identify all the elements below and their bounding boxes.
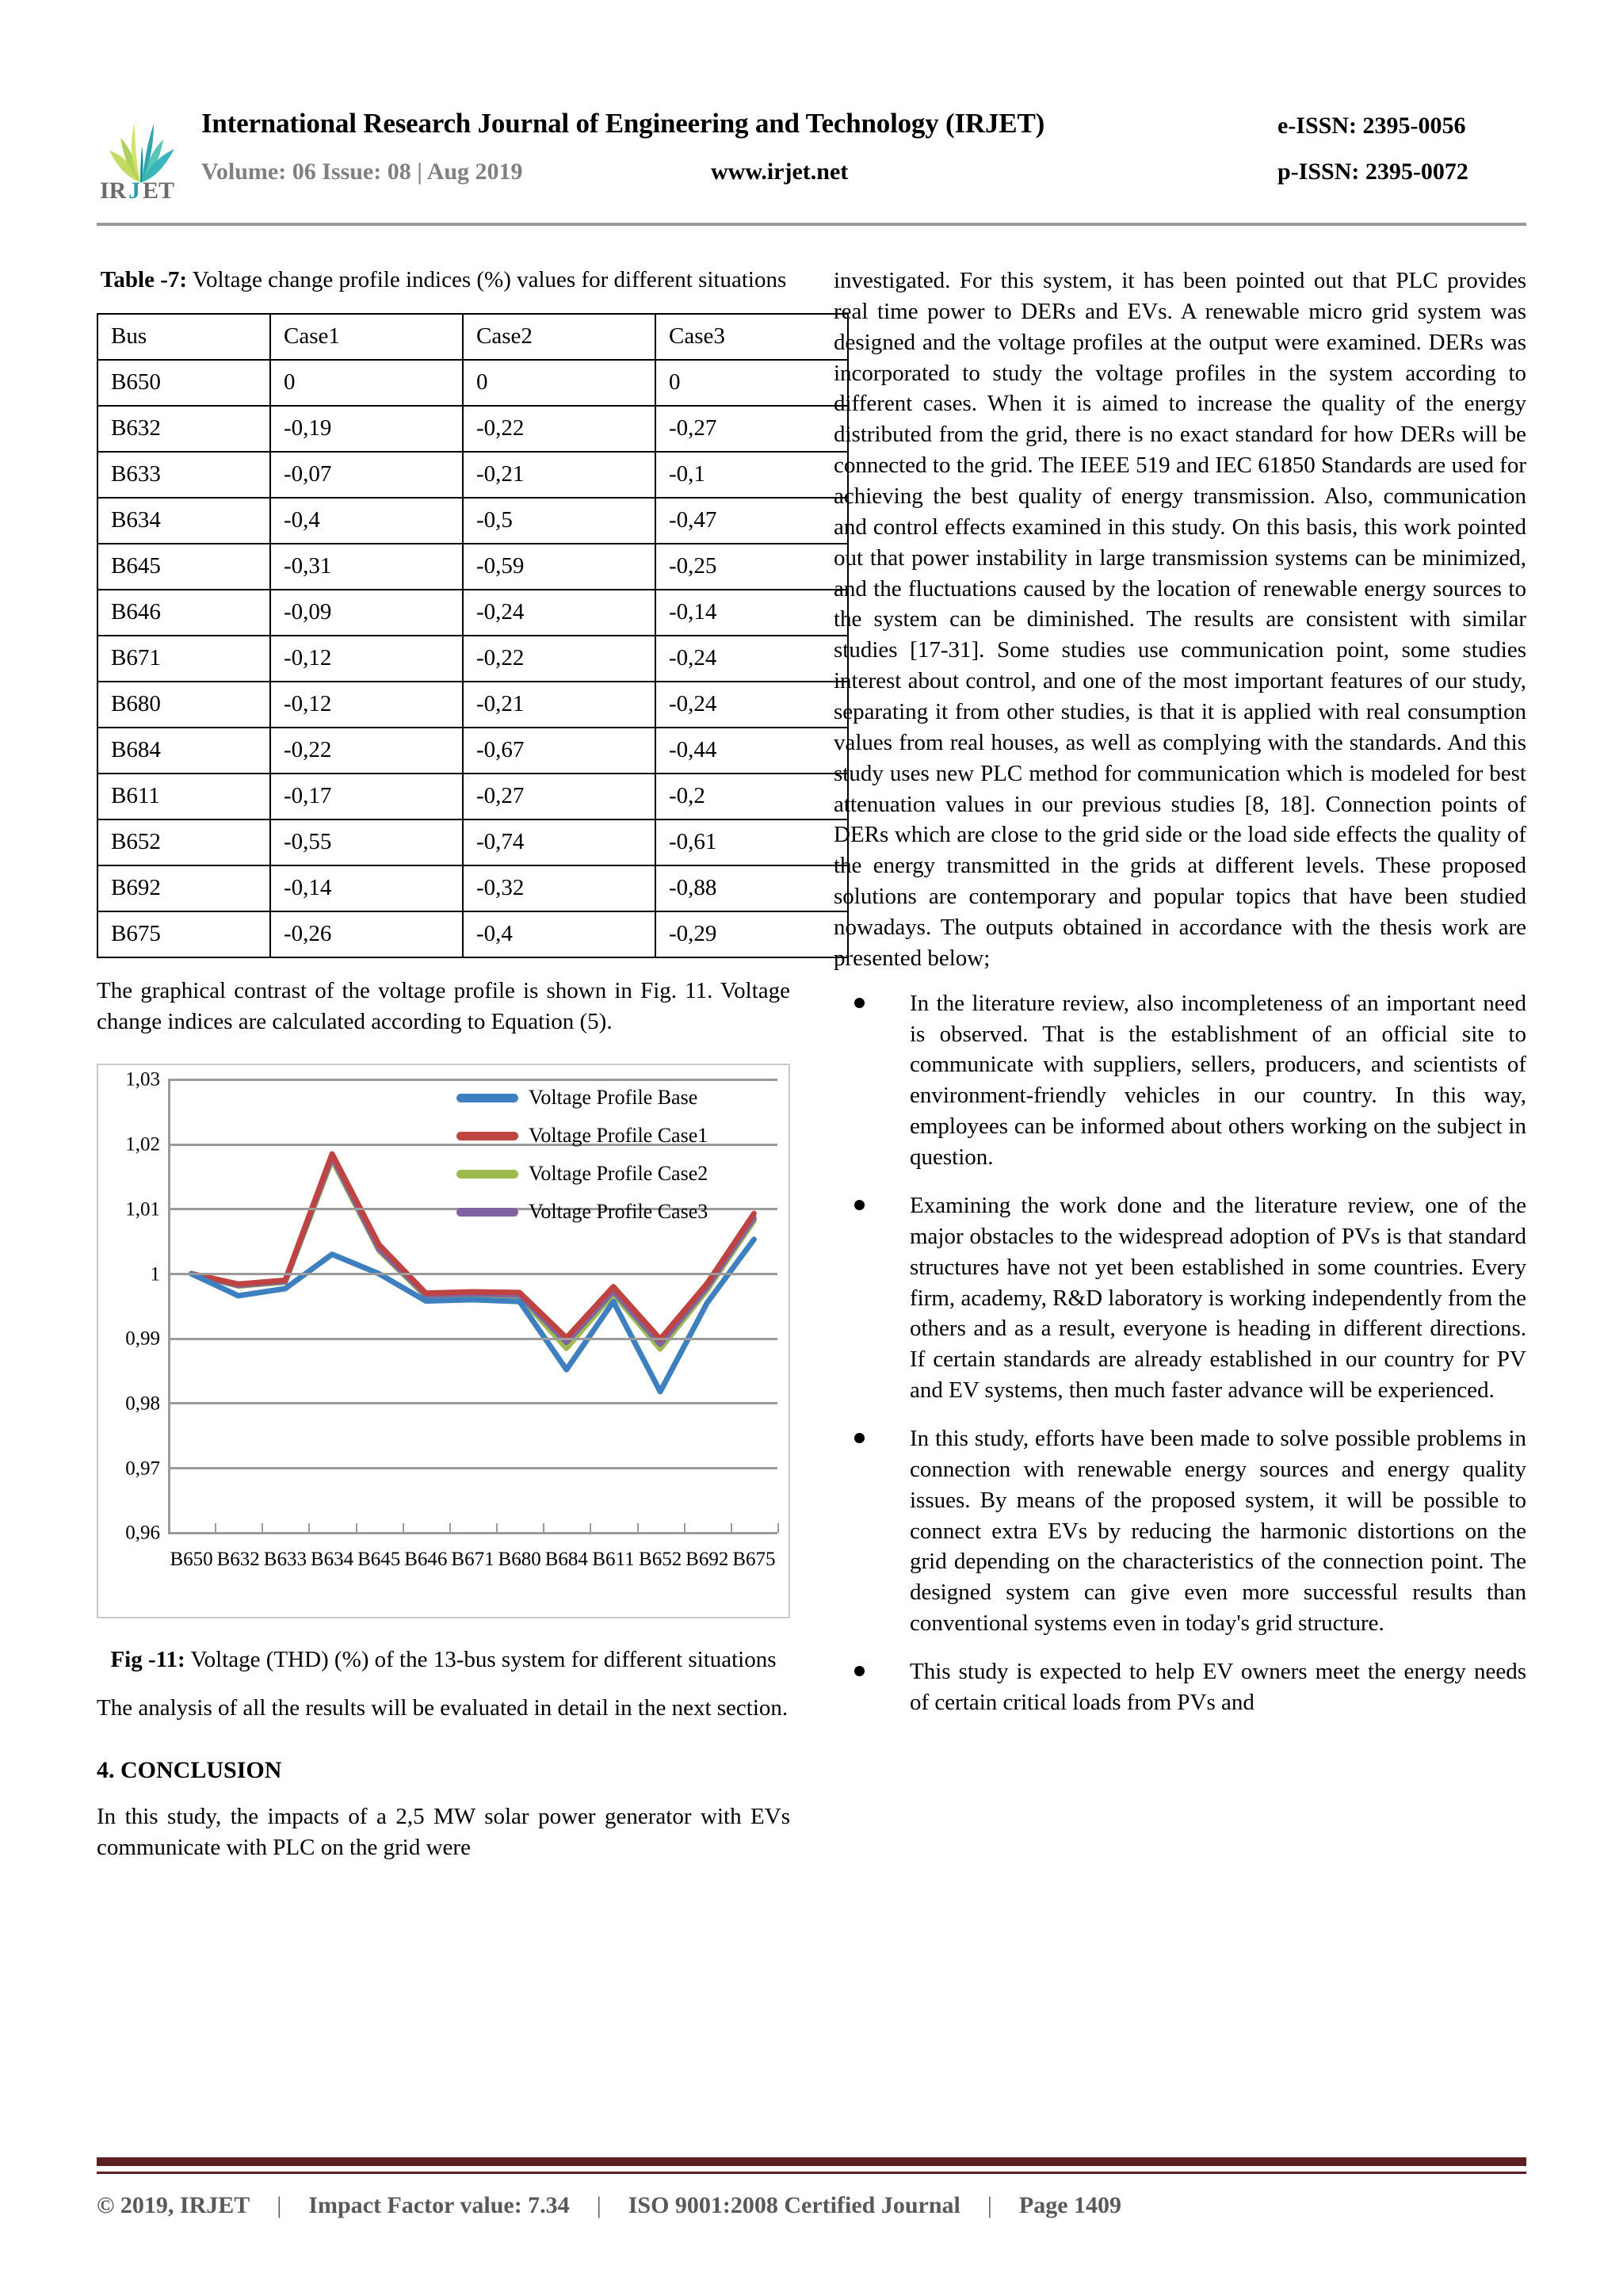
- legend-label: Voltage Profile Case1: [529, 1124, 708, 1148]
- journal-website[interactable]: www.irjet.net: [711, 159, 849, 185]
- chart-x-tickmark: [543, 1523, 544, 1533]
- chart-x-axis-labels: [168, 1539, 777, 1571]
- chart-x-tickmark: [449, 1523, 451, 1533]
- table-row: [97, 590, 848, 636]
- chart-gridline: [168, 1273, 777, 1275]
- volume-issue: Volume: 06 Issue: 08 | Aug 2019: [201, 159, 523, 185]
- table-cell-value: -0,67: [463, 728, 655, 774]
- table-cell-bus: B684: [97, 728, 270, 774]
- table-row: [97, 360, 848, 406]
- table-row: [97, 819, 848, 865]
- table-cell-value: -0,55: [270, 819, 463, 865]
- table-cell-value: -0,4: [463, 911, 655, 957]
- chart-y-tick-label: 1,03: [125, 1068, 160, 1091]
- footer-separator-1: |: [277, 2192, 282, 2218]
- table-cell-bus: B645: [97, 544, 270, 590]
- table-cell-value: -0,22: [463, 406, 655, 452]
- chart-x-tickmark: [777, 1523, 779, 1533]
- footer-rule-thick: [97, 2157, 1526, 2166]
- chart-gridline: [168, 1338, 777, 1340]
- table-cell-value: -0,32: [463, 865, 655, 911]
- table-header-cell: Case2: [463, 314, 655, 360]
- legend-label: Voltage Profile Base: [529, 1086, 698, 1110]
- legend-label: Voltage Profile Case2: [529, 1162, 708, 1186]
- chart-x-tick-label: B652: [639, 1549, 682, 1571]
- table-header-cell: Case3: [655, 314, 848, 360]
- list-item: [834, 1190, 1526, 1406]
- table-cell-value: -0,5: [463, 498, 655, 544]
- figure-caption: [97, 1645, 790, 1675]
- irjet-logo-icon: [97, 109, 185, 201]
- table-row: [97, 636, 848, 682]
- table-caption: [97, 266, 790, 296]
- table-cell-value: -0,2: [655, 774, 848, 819]
- table-cell-value: -0,61: [655, 819, 848, 865]
- table-cell-value: 0: [655, 360, 848, 406]
- table-cell-bus: B611: [97, 774, 270, 819]
- voltage-change-table: [97, 313, 849, 958]
- voltage-profile-chart: [97, 1064, 790, 1618]
- legend-color-swatch: [456, 1170, 518, 1179]
- chart-x-tickmark: [684, 1523, 685, 1533]
- table-header-cell: Case1: [270, 314, 463, 360]
- table-row: [97, 682, 848, 728]
- table-cell-value: -0,29: [655, 911, 848, 957]
- irjet-logo: [97, 109, 185, 201]
- table-cell-value: -0,26: [270, 911, 463, 957]
- chart-x-tick-label: B675: [732, 1549, 776, 1571]
- outcomes-bullet-list: [834, 988, 1526, 1718]
- table-cell-value: -0,1: [655, 452, 848, 498]
- table-row: [97, 544, 848, 590]
- chart-x-tickmark: [496, 1523, 498, 1533]
- chart-x-tickmark: [356, 1523, 357, 1533]
- chart-x-tick-label: B632: [216, 1549, 260, 1571]
- table-cell-bus: B692: [97, 865, 270, 911]
- bullet-icon: [854, 1433, 865, 1443]
- chart-legend-item[interactable]: [456, 1081, 766, 1114]
- table-cell-value: -0,31: [270, 544, 463, 590]
- table-cell-value: -0,19: [270, 406, 463, 452]
- chart-y-tick-label: 0,97: [125, 1457, 160, 1480]
- footer-impact-factor: Impact Factor value: 7.34: [308, 2192, 570, 2218]
- page-footer: [97, 2192, 1526, 2219]
- table-cell-value: -0,59: [463, 544, 655, 590]
- chart-x-tickmark: [403, 1523, 404, 1533]
- legend-color-swatch: [456, 1132, 518, 1140]
- chart-x-tickmark: [731, 1523, 732, 1533]
- table-cell-value: -0,14: [270, 865, 463, 911]
- table-cell-value: -0,21: [463, 682, 655, 728]
- table-cell-value: -0,24: [655, 682, 848, 728]
- footer-separator-2: |: [596, 2192, 601, 2218]
- svg-text:J: J: [128, 178, 140, 201]
- table-cell-value: -0,22: [270, 728, 463, 774]
- table-cell-bus: B680: [97, 682, 270, 728]
- chart-x-tickmark: [215, 1523, 216, 1533]
- list-item: [834, 1656, 1526, 1718]
- table-cell-value: -0,4: [270, 498, 463, 544]
- table-cell-value: -0,14: [655, 590, 848, 636]
- chart-x-tickmark: [168, 1523, 170, 1533]
- table-cell-bus: B634: [97, 498, 270, 544]
- chart-x-tick-label: B611: [592, 1549, 635, 1571]
- svg-text:IR: IR: [100, 178, 127, 201]
- bullet-icon: [854, 998, 865, 1008]
- table-caption-text: Voltage change profile indices (%) values for different situations: [187, 267, 787, 292]
- table-cell-value: 0: [270, 360, 463, 406]
- chart-x-tick-label: B692: [685, 1549, 729, 1571]
- chart-x-tick-label: B634: [310, 1549, 354, 1571]
- chart-series-line: [192, 1240, 754, 1392]
- svg-text:ET: ET: [143, 178, 175, 201]
- chart-legend-item[interactable]: [456, 1119, 766, 1152]
- chart-x-tickmark: [308, 1523, 310, 1533]
- chart-x-tickmark: [590, 1523, 591, 1533]
- figure-caption-text: Voltage (THD) (%) of the 13-bus system for different situations: [185, 1647, 777, 1673]
- table-cell-value: -0,88: [655, 865, 848, 911]
- table-cell-value: -0,09: [270, 590, 463, 636]
- legend-label: Voltage Profile Case3: [529, 1200, 708, 1224]
- table-row: [97, 911, 848, 957]
- table-header-cell: Bus: [97, 314, 270, 360]
- table-cell-value: -0,24: [463, 590, 655, 636]
- chart-y-tick-label: 0,98: [125, 1392, 160, 1415]
- chart-x-tick-label: B680: [498, 1549, 541, 1571]
- chart-y-tick-label: 1,01: [125, 1198, 160, 1221]
- right-paragraph-1: investigated. For this system, it has been pointed out that PLC provides real time power to DERs and EVs. A renewable micro grid system was designed and the voltage profiles at the output were examined. DERs was incorporated to study the voltage profiles in the system according to different cases. When it is aimed to increase the quality of the energy distributed from the grid, there is no exact standard for how DERs will be connected to the grid. The IEEE 519 and IEC 61850 Standards are used for achieving the best quality of energy transmission. Also, communication and control effects examined in this study. On this basis, this work pointed out that power instability in large transmission systems can be minimized, and the fluctuations caused by the location of renewable energy sources to the system can be diminished. The results are consistent with similar studies [17-31]. Some studies use communication point, some studies interest about control, and one of the most important features of our study, separating it from other studies, is that it is applied with real consumption values from real houses, as well as complying with the standards. And this study uses new PLC method for communication which is modeled for best attenuation values in our previous studies [8, 18]. Connection points of DERs which are close to the grid side or the load side effects the quality of the energy transmitted in the grids at different levels. These proposed solutions are contemporary and popular topics that have been studied nowadays. The outputs obtained in accordance with the thesis work are presented below;: [834, 268, 1526, 971]
- conclusion-heading: 4. CONCLUSION: [97, 1756, 282, 1783]
- e-issn: e-ISSN: 2395-0056: [1277, 113, 1466, 139]
- chart-y-tick-label: 1,02: [125, 1133, 160, 1156]
- conclusion-paragraph: In this study, the impacts of a 2,5 MW solar power generator with EVs communicate with PLC on the grid were: [97, 1803, 790, 1860]
- paragraph-after-table: The graphical contrast of the voltage profile is shown in Fig. 11. Voltage change indices are calculated according to Equation (5).: [97, 977, 790, 1034]
- table-cell-value: -0,12: [270, 682, 463, 728]
- list-item: [834, 988, 1526, 1173]
- footer-page-number: Page 1409: [1018, 2192, 1122, 2218]
- table-cell-value: -0,27: [463, 774, 655, 819]
- header-divider: [97, 223, 1526, 226]
- table-cell-value: -0,74: [463, 819, 655, 865]
- chart-x-tick-label: B671: [451, 1549, 495, 1571]
- table-cell-value: -0,07: [270, 452, 463, 498]
- chart-x-tick-label: B646: [404, 1549, 448, 1571]
- table-cell-bus: B646: [97, 590, 270, 636]
- footer-copyright: © 2019, IRJET: [97, 2192, 250, 2218]
- chart-x-tick-label: B645: [357, 1549, 401, 1571]
- table-header-row: [97, 314, 848, 360]
- table-cell-bus: B632: [97, 406, 270, 452]
- bullet-icon: [854, 1666, 865, 1676]
- table-cell-bus: B671: [97, 636, 270, 682]
- table-row: [97, 498, 848, 544]
- table-cell-value: -0,44: [655, 728, 848, 774]
- footer-iso: ISO 9001:2008 Certified Journal: [628, 2192, 960, 2218]
- table-cell-bus: B675: [97, 911, 270, 957]
- chart-x-tick-label: B633: [263, 1549, 307, 1571]
- chart-x-tickmark: [637, 1523, 639, 1533]
- table-cell-value: -0,17: [270, 774, 463, 819]
- legend-color-swatch: [456, 1094, 518, 1102]
- table-row: [97, 452, 848, 498]
- chart-y-tick-label: 1: [150, 1263, 160, 1286]
- chart-legend-item[interactable]: [456, 1157, 766, 1190]
- table-cell-value: -0,24: [655, 636, 848, 682]
- chart-y-tick-label: 0,99: [125, 1328, 160, 1350]
- right-column: [834, 266, 1526, 1736]
- list-item-text: Examining the work done and the literature review, one of the major obstacles to the widespread adoption of PVs is that standard structures have not yet been established in some countries. Every firm, academy, R&D laboratory is working independently from the others and as a result, everyone is heading in different directions. If certain standards are already established in our country for PV and EV systems, then much faster advance will be experienced.: [910, 1192, 1526, 1404]
- chart-legend: [456, 1081, 766, 1233]
- table-cell-bus: B633: [97, 452, 270, 498]
- journal-title: International Research Journal of Engineering and Technology (IRJET): [201, 108, 1045, 139]
- table-row: [97, 865, 848, 911]
- chart-x-tickmark: [262, 1523, 263, 1533]
- list-item-text: In the literature review, also incompleteness of an important need is observed. That is the establishment of an official site to communicate with suppliers, sellers, producers, and scientists of environment-friendly vehicles in our country. In this way, employees can be informed about others working on the subject in question.: [910, 990, 1526, 1171]
- list-item: [834, 1423, 1526, 1639]
- table-cell-value: -0,12: [270, 636, 463, 682]
- paragraph-after-figure: The analysis of all the results will be evaluated in detail in the next section.: [97, 1695, 789, 1721]
- table-row: [97, 406, 848, 452]
- p-issn: p-ISSN: 2395-0072: [1277, 159, 1468, 185]
- chart-legend-item[interactable]: [456, 1195, 766, 1228]
- bullet-icon: [854, 1200, 865, 1210]
- list-item-text: This study is expected to help EV owners meet the energy needs of certain critical loads from PVs and: [910, 1658, 1526, 1715]
- table-row: [97, 728, 848, 774]
- chart-gridline: [168, 1467, 777, 1469]
- chart-gridline: [168, 1532, 777, 1534]
- list-item-text: In this study, efforts have been made to solve possible problems in connection with renewable energy sources and energy quality issues. By means of the proposed system, it will be possible to connect extra EVs by reducing the harmonic distortions on the grid depending on the characteristics of the connection point. The designed system can give even more successful results than conventional systems even in today's grid structure.: [910, 1425, 1526, 1637]
- left-column: [97, 266, 790, 1863]
- chart-y-tick-label: 0,96: [125, 1522, 160, 1544]
- chart-gridline: [168, 1402, 777, 1404]
- table-cell-value: -0,21: [463, 452, 655, 498]
- legend-color-swatch: [456, 1208, 518, 1217]
- table-cell-value: -0,47: [655, 498, 848, 544]
- table-row: [97, 774, 848, 819]
- table-cell-bus: B652: [97, 819, 270, 865]
- table-cell-value: -0,27: [655, 406, 848, 452]
- table-cell-bus: B650: [97, 360, 270, 406]
- page-header: [97, 103, 1523, 222]
- figure-caption-label: Fig -11:: [110, 1647, 185, 1673]
- table-cell-value: -0,22: [463, 636, 655, 682]
- table-cell-value: -0,25: [655, 544, 848, 590]
- footer-separator-3: |: [987, 2192, 992, 2218]
- footer-rule-thin: [97, 2172, 1526, 2174]
- chart-x-tick-label: B684: [544, 1549, 588, 1571]
- chart-x-tick-label: B650: [170, 1549, 213, 1571]
- table-cell-value: 0: [463, 360, 655, 406]
- table-caption-label: Table -7:: [100, 267, 188, 292]
